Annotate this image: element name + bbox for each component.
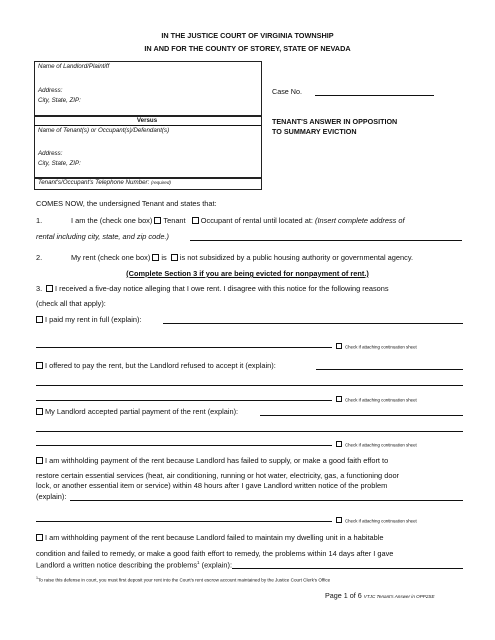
page-indicator (325, 591, 435, 600)
case-no-label: Case No. (272, 87, 302, 96)
continuation-checkbox-b[interactable] (336, 396, 342, 402)
footnote: $^1$To raise this defense in court, you must first deposit your rent into the Court's rent escrow account maintained by the Justice Court Clerk's Office (36, 576, 331, 583)
reason-habitability-1: I am withholding payment of the rent because Landlord failed to maintain my dwelling unit in a habitable (36, 533, 384, 542)
not-subsidized-checkbox[interactable] (171, 254, 178, 261)
offered-refused-checkbox[interactable] (36, 362, 43, 369)
reason-essential-services-4: (explain): (36, 492, 67, 501)
reason-paid-in-full: I paid my rent in full (explain): (36, 315, 142, 324)
intro-text: COMES NOW, the undersigned Tenant and states that: (36, 199, 217, 208)
reason-essential-services-3: lock, or another essential item or service) within 48 hours after I gave Landlord written notice of the problem (36, 481, 388, 490)
reason-c-continuation: Check if attaching continuation sheet (336, 441, 417, 448)
item3-line: I received a five-day notice alleging that I owe rent. I disagree with this notice for the following reasons (46, 284, 389, 293)
item1-line: I am the (check one box) Tenant Occupant of rental until located at: (Insert complete address of (71, 216, 405, 225)
tenant-checkbox[interactable] (154, 217, 161, 224)
reason-c-line3[interactable] (36, 445, 332, 446)
tenant-phone-label: Tenant's/Occupant's Telephone Number: (required) (38, 179, 171, 186)
landlord-name-label: Name of Landlord/Plaintiff (38, 63, 110, 70)
reason-b-continuation: Check if attaching continuation sheet (336, 396, 417, 403)
reason-e-line1[interactable] (232, 568, 463, 569)
form-title-line2: TO SUMMARY EVICTION (272, 127, 357, 136)
section3-note: (Complete Section 3 if you are being evicted for nonpayment of rent.) (126, 269, 369, 278)
tenant-city-label: City, State, ZIP: (38, 160, 81, 167)
subsidized-checkbox[interactable] (152, 254, 159, 261)
continuation-checkbox-a[interactable] (336, 343, 342, 349)
tenant-option-label: Tenant (163, 216, 186, 225)
continuation-checkbox-c[interactable] (336, 441, 342, 447)
item1-instruction: rental including city, state, and zip code.) (36, 232, 169, 241)
reason-b-line1[interactable] (316, 369, 463, 370)
item2-line: My rent (check one box) is is not subsidized by a public housing authority or governmental agency. (71, 253, 414, 262)
item1-number: 1. (36, 216, 43, 225)
reason-offered-refused: I offered to pay the rent, but the Landlord refused to accept it (explain): (36, 361, 276, 370)
reason-d-line1[interactable] (70, 500, 463, 501)
tenant-name-label: Name of Tenant(s) or Occupant(s)/Defendant(s) (38, 127, 170, 134)
page-number: Page 1 of 6 (325, 591, 362, 600)
landlord-city-label: City, State, ZIP: (38, 97, 81, 104)
rental-address-line[interactable] (190, 240, 462, 241)
reason-d-line2[interactable] (36, 521, 332, 522)
reason-essential-services-2: restore certain essential services (heat, air conditioning, running or hot water, electricity, gas, a functioning door (36, 471, 400, 480)
reason-b-line3[interactable] (36, 400, 332, 401)
versus-label: Versus (136, 117, 158, 124)
form-title-line1: TENANT'S ANSWER IN OPPOSITION (272, 117, 398, 126)
continuation-checkbox-d[interactable] (336, 517, 342, 523)
essential-services-checkbox[interactable] (36, 457, 43, 464)
reason-a-line2[interactable] (36, 347, 332, 348)
item2-number: 2. (36, 253, 43, 262)
occupant-option-label: Occupant of rental until located at: (200, 216, 313, 225)
case-no-line[interactable] (315, 95, 434, 96)
versus-divider (34, 125, 261, 126)
court-name-line1: IN THE JUSTICE COURT OF VIRGINIA TOWNSHIP (161, 31, 334, 40)
reason-d-continuation: Check if attaching continuation sheet (336, 517, 417, 524)
partial-payment-checkbox[interactable] (36, 408, 43, 415)
tenant-address-label: Address: (38, 150, 63, 157)
habitability-checkbox[interactable] (36, 534, 43, 541)
landlord-address-label: Address: (38, 87, 63, 94)
reason-c-line2[interactable] (36, 431, 463, 432)
reason-habitability-2: condition and failed to remedy, or make a good faith effort to remedy, the problems within 14 days after I gave (36, 549, 394, 558)
item3-number: 3. (36, 284, 43, 293)
reason-a-continuation: Check if attaching continuation sheet (336, 343, 417, 350)
reason-partial-payment: My Landlord accepted partial payment of the rent (explain): (36, 407, 238, 416)
reason-essential-services-1: I am withholding payment of the rent because Landlord has failed to supply, or make a good faith effort to (36, 456, 388, 465)
five-day-notice-checkbox[interactable] (46, 285, 53, 292)
paid-in-full-checkbox[interactable] (36, 316, 43, 323)
form-identifier: VTJC Tenant's Answer in OPP2SE (363, 594, 435, 599)
court-name-line2: IN AND FOR THE COUNTY OF STOREY, STATE OF NEVADA (144, 44, 351, 53)
reason-c-line1[interactable] (260, 415, 463, 416)
occupant-checkbox[interactable] (192, 217, 199, 224)
item3-line2: (check all that apply): (36, 299, 106, 308)
reason-b-line2[interactable] (36, 385, 463, 386)
reason-a-line1[interactable] (163, 323, 463, 324)
reason-habitability-3: Landlord a written notice describing the problems$^1$ (explain): (36, 560, 233, 570)
